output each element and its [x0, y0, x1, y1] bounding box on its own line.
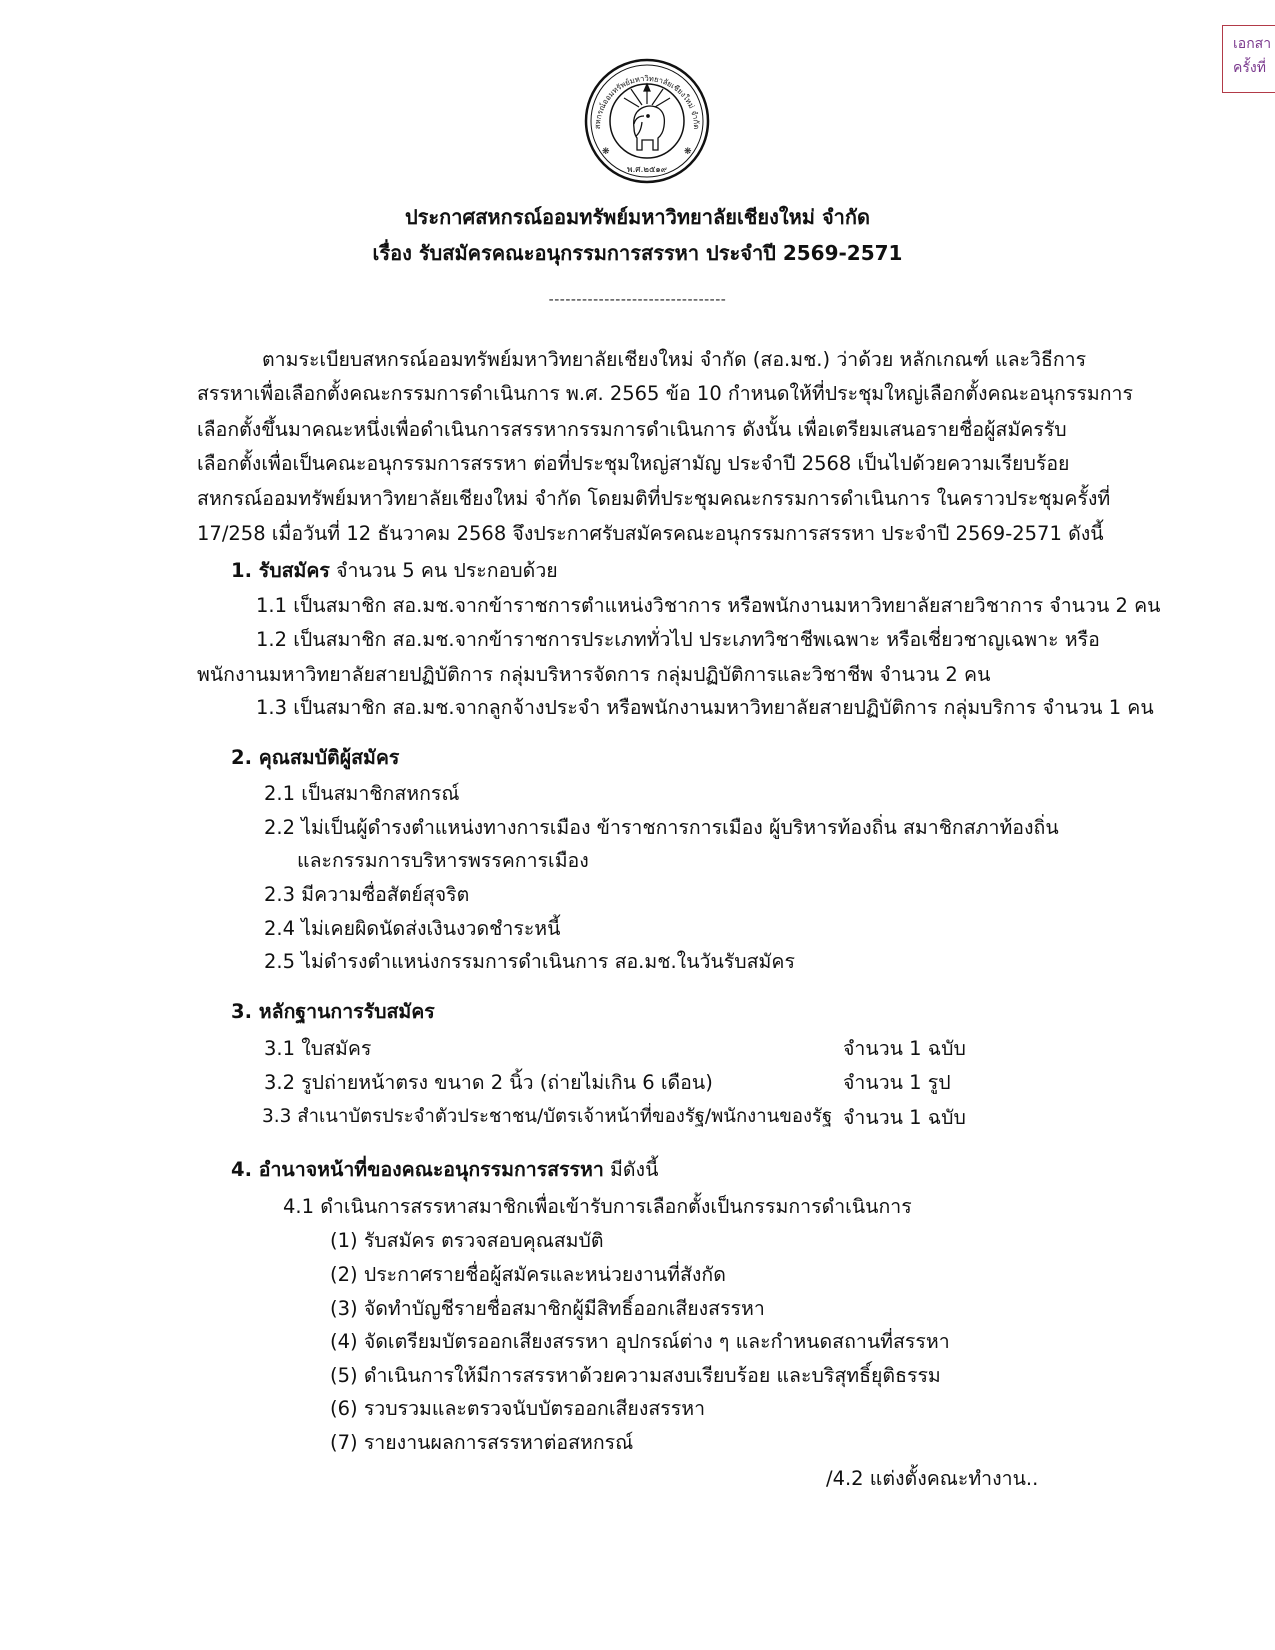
section-2-4: 2.4 ไม่เคยผิดนัดส่งเงินงวดชำระหนี้ — [264, 917, 561, 940]
title-divider: -------------------------------- — [548, 292, 727, 308]
section-2-2b: และกรรมการบริหารพรรคการเมือง — [297, 849, 589, 872]
section-4-1: 4.1 ดำเนินการสรรหาสมาชิกเพื่อเข้ารับการเลือกตั้งเป็นกรรมการดำเนินการ — [283, 1195, 912, 1218]
section-3-1-label: 3.1 ใบสมัคร — [264, 1037, 372, 1060]
svg-text:❋: ❋ — [684, 147, 692, 157]
seal-year: พ.ศ.๒๕๑๙ — [626, 165, 668, 175]
continuation-note: /4.2 แต่งตั้งคณะทำงาน.. — [826, 1467, 1039, 1490]
section-3-heading: 3. หลักฐานการรับสมัคร — [231, 1000, 435, 1023]
section-2-3: 2.3 มีความซื่อสัตย์สุจริต — [264, 883, 470, 906]
section-2-2a: 2.2 ไม่เป็นผู้ดำรงตำแหน่งทางการเมือง ข้าราชการการเมือง ผู้บริหารท้องถิ่น สมาชิกสภาท้องถิ่น — [264, 816, 1059, 839]
section-3-2-qty: จำนวน 1 รูป — [843, 1071, 951, 1094]
announcement-title: ประกาศสหกรณ์ออมทรัพย์มหาวิทยาลัยเชียงใหม่ จำกัด — [404, 205, 871, 229]
section-4-title: 4. อำนาจหน้าที่ของคณะอนุกรรมการสรรหา — [231, 1158, 604, 1181]
seal-arc-text: สหกรณ์ออมทรัพย์มหาวิทยาลัยเชียงใหม่ จำกัด — [592, 73, 702, 130]
duty-item-2: (2) ประกาศรายชื่อผู้สมัครและหน่วยงานที่สังกัด — [330, 1263, 726, 1286]
section-1-2a: 1.2 เป็นสมาชิก สอ.มช.จากข้าราชการประเภททั่วไป ประเภทวิชาชีพเฉพาะ หรือเชี่ยวชาญเฉพาะ หรือ — [256, 628, 1100, 651]
section-1-heading — [231, 559, 558, 582]
corner-stamp — [1222, 25, 1275, 93]
intro-line-6: 17/258 เมื่อวันที่ 12 ธันวาคม 2568 จึงประกาศรับสมัครคณะอนุกรรมการสรรหา ประจำปี 2569-2571 ดังนี้ — [197, 522, 1104, 545]
duty-item-6: (6) รวบรวมและตรวจนับบัตรออกเสียงสรรหา — [330, 1397, 706, 1420]
duty-item-1: (1) รับสมัคร ตรวจสอบคุณสมบัติ — [330, 1229, 604, 1252]
section-1-2b: พนักงานมหาวิทยาลัยสายปฏิบัติการ กลุ่มบริหารจัดการ กลุ่มปฏิบัติการและวิชาชีพ จำนวน 2 คน — [197, 663, 991, 686]
elephant-icon — [634, 106, 665, 150]
intro-line-2: สรรหาเพื่อเลือกตั้งคณะกรรมการดำเนินการ พ.ศ. 2565 ข้อ 10 กำหนดให้ที่ประชุมใหญ่เลือกตั้งคณะอนุกรรมการ — [197, 382, 1133, 405]
section-3-2-label: 3.2 รูปถ่ายหน้าตรง ขนาด 2 นิ้ว (ถ่ายไม่เกิน 6 เดือน) — [264, 1071, 713, 1094]
stamp-line-1: เอกสา — [1233, 36, 1272, 52]
section-2-5: 2.5 ไม่ดำรงตำแหน่งกรรมการดำเนินการ สอ.มช.ในวันรับสมัคร — [264, 950, 795, 973]
intro-line-5: สหกรณ์ออมทรัพย์มหาวิทยาลัยเชียงใหม่ จำกัด โดยมติที่ประชุมคณะกรรมการดำเนินการ ในคราวประชุมครั้งที่ — [197, 487, 1111, 510]
announcement-subject: เรื่อง รับสมัครคณะอนุกรรมการสรรหา ประจำปี 2569-2571 — [372, 241, 903, 265]
section-2-1: 2.1 เป็นสมาชิกสหกรณ์ — [264, 782, 460, 805]
intro-line-3: เลือกตั้งขึ้นมาคณะหนึ่งเพื่อดำเนินการสรรหากรรมการดำเนินการ ดังนั้น เพื่อเตรียมเสนอรายชื่อผู้สมัครรับ — [197, 418, 1067, 441]
section-1-title-rest: จำนวน 5 คน ประกอบด้วย — [329, 559, 558, 582]
section-2-heading: 2. คุณสมบัติผู้สมัคร — [231, 746, 400, 769]
duty-item-4: (4) จัดเตรียมบัตรออกเสียงสรรหา อุปกรณ์ต่าง ๆ และกำหนดสถานที่สรรหา — [330, 1330, 950, 1353]
section-1-title: 1. รับสมัคร — [231, 559, 330, 582]
section-1-1: 1.1 เป็นสมาชิก สอ.มช.จากข้าราชการตำแหน่งวิชาการ หรือพนักงานมหาวิทยาลัยสายวิชาการ จำนวน 2 คน — [256, 594, 1161, 617]
section-4-title-rest: มีดังนี้ — [603, 1158, 659, 1181]
cooperative-seal-logo — [584, 58, 710, 184]
stamp-line-2: ครั้งที่ — [1233, 60, 1266, 76]
intro-line-4: เลือกตั้งเพื่อเป็นคณะอนุกรรมการสรรหา ต่อที่ประชุมใหญ่สามัญ ประจำปี 2568 เป็นไปด้วยความเรียบร้อย — [197, 452, 1070, 475]
section-1-3: 1.3 เป็นสมาชิก สอ.มช.จากลูกจ้างประจำ หรือพนักงานมหาวิทยาลัยสายปฏิบัติการ กลุ่มบริการ จำนวน 1 คน — [256, 696, 1154, 719]
intro-line-1: ตามระเบียบสหกรณ์ออมทรัพย์มหาวิทยาลัยเชียงใหม่ จำกัด (สอ.มช.) ว่าด้วย หลักเกณฑ์ และวิธีการ — [262, 348, 1087, 371]
duty-item-5: (5) ดำเนินการให้มีการสรรหาด้วยความสงบเรียบร้อย และบริสุทธิ์ยุติธรรม — [330, 1364, 941, 1387]
duty-item-3: (3) จัดทำบัญชีรายชื่อสมาชิกผู้มีสิทธิ์ออกเสียงสรรหา — [330, 1297, 765, 1320]
section-3-1-qty: จำนวน 1 ฉบับ — [843, 1037, 966, 1060]
section-4-heading — [231, 1158, 658, 1181]
duty-item-7: (7) รายงานผลการสรรหาต่อสหกรณ์ — [330, 1431, 634, 1454]
svg-text:❋: ❋ — [602, 147, 610, 157]
section-3-3-qty: จำนวน 1 ฉบับ — [843, 1106, 966, 1129]
section-3-3-label: 3.3 สำเนาบัตรประจำตัวประชาชน/บัตรเจ้าหน้าที่ของรัฐ/พนักงานของรัฐ — [262, 1106, 833, 1127]
